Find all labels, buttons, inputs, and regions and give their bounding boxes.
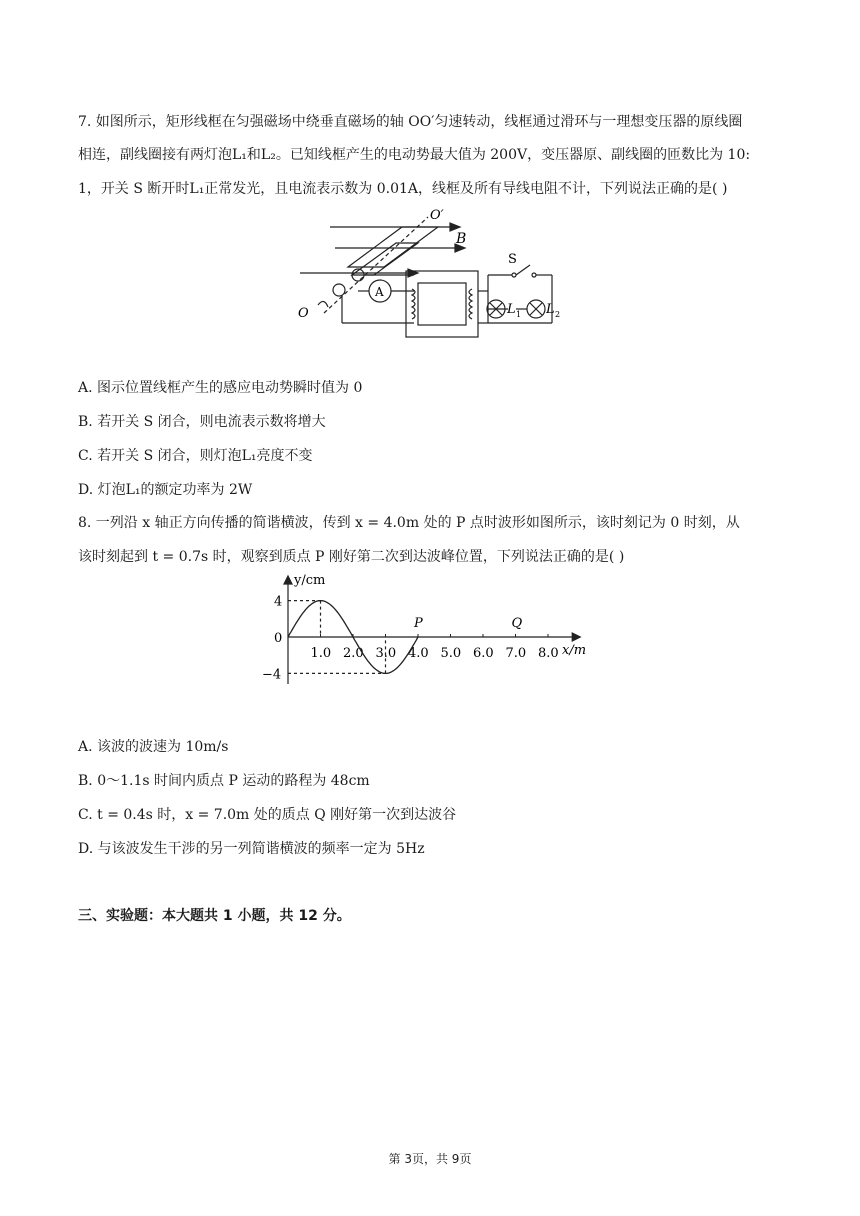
label-o: O (298, 306, 309, 321)
q8-option-d: D. 与该波发生干涉的另一列简谐横波的频率一定为 5Hz (78, 841, 425, 857)
q8-option-c: C. t = 0.4s 时，x = 7.0m 处的质点 Q 刚好第一次到达波谷 (78, 807, 457, 823)
x-tick-label: 6.0 (473, 646, 494, 661)
label-b: B (456, 231, 467, 247)
q8-option-a: A. 该波的波速为 10m/s (78, 739, 229, 755)
q7-line-1: 7. 如图所示，矩形线框在匀强磁场中绕垂直磁场的轴 OO′匀速转动，线框通过滑环与一理想变压器的原线圈 (78, 114, 743, 130)
x-axis-label: x/m (562, 643, 587, 658)
y-tick-label: 0 (274, 631, 283, 646)
q7-option-b: B. 若开关 S 闭合，则电流表示数将增大 (78, 414, 326, 430)
label-l1: L (507, 302, 516, 317)
label-l2: L (546, 302, 555, 317)
label-o-prime: O′ (430, 208, 444, 223)
q7-option-a: A. 图示位置线框产生的感应电动势瞬时值为 0 (78, 380, 363, 396)
y-tick-label: 4 (274, 594, 283, 610)
q8-line-2: 该时刻起到 t = 0.7s 时，观察到质点 P 刚好第二次到达波峰位置，下列说法正确的是( ) (78, 549, 625, 565)
q7-line-2: 相连，副线圈接有两灯泡L₁和L₂。已知线框产生的电动势最大值为 200V，变压器原、副线圈的匝数比为 10: (78, 147, 751, 163)
q7-option-c: C. 若开关 S 闭合，则灯泡L₁亮度不变 (78, 448, 313, 464)
wave-chart (250, 572, 600, 692)
q7-line-3: 1，开关 S 断开时L₁正常发光，且电流表示数为 0.01A，线框及所有导线电阻不计，下列说法正确的是( ) (78, 181, 728, 197)
x-tick-label: 1.0 (310, 646, 332, 661)
point-label-q: Q (511, 616, 523, 631)
y-tick-label: −4 (262, 667, 282, 683)
ammeter-label: A (375, 285, 384, 299)
point-label-p: P (414, 616, 423, 631)
label-l1-sub: 1 (516, 310, 522, 319)
x-tick-label: 5.0 (440, 646, 462, 661)
label-s: S (508, 252, 517, 267)
q8-option-b: B. 0～1.1s 时间内质点 P 运动的路程为 48cm (78, 773, 370, 789)
x-tick-label: 3.0 (375, 646, 397, 661)
x-tick-label: 4.0 (408, 646, 429, 661)
q7-circuit-figure (290, 205, 580, 350)
label-l2-sub: 2 (555, 310, 561, 319)
q7-option-d: D. 灯泡L₁的额定功率为 2W (78, 482, 253, 498)
x-tick-label: 2.0 (343, 646, 364, 661)
y-axis-label: y/cm (294, 573, 326, 588)
x-tick-label: 7.0 (505, 646, 527, 661)
page-footer: 第 3页，共 9页 (388, 1152, 472, 1166)
q8-line-1: 8. 一列沿 x 轴正方向传播的简谐横波，传到 x = 4.0m 处的 P 点时波形如图所示，该时刻记为 0 时刻，从 (78, 515, 740, 531)
x-tick-label: 8.0 (538, 646, 559, 661)
section-3-heading: 三、实验题：本大题共 1 小题，共 12 分。 (78, 908, 351, 924)
